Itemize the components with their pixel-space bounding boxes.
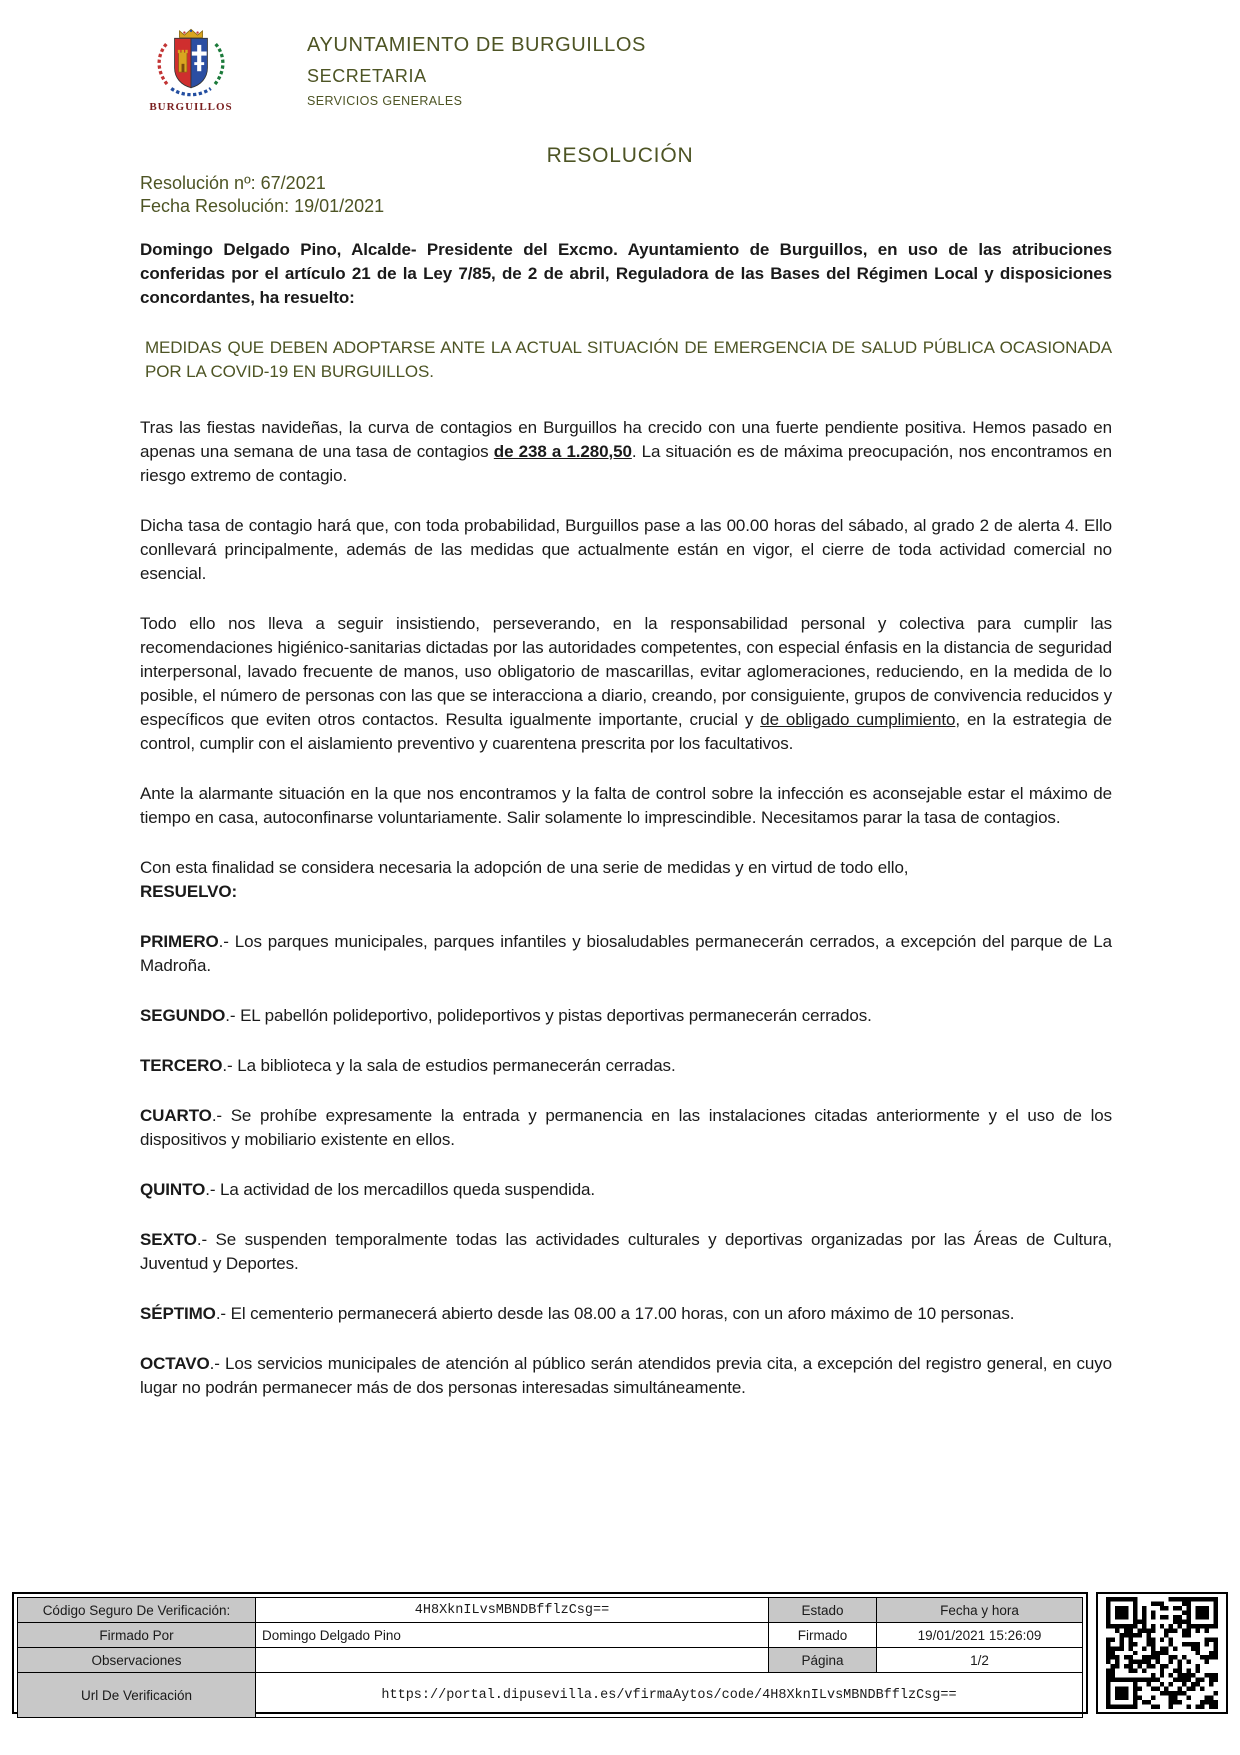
paragraph-octavo (140, 1352, 1112, 1400)
paragraph-grado-alerta (140, 514, 1112, 586)
text-segment: MEDIDAS QUE DEBEN ADOPTARSE ANTE LA ACTUAL SITUACIÓN DE EMERGENCIA DE SALUD PÚBLICA OCASIONADA POR LA COVID-19 EN BURGUILLOS. (145, 338, 1112, 381)
paragraph-segundo (140, 1004, 1112, 1028)
text-segment: Domingo Delgado Pino, Alcalde- Presidente del Excmo. Ayuntamiento de Burguillos, en uso de las atribuciones conferidas por el artículo 21 de la Ley 7/85, de 2 de abril, Reguladora de las Bases del Régimen Local y disposiciones concordantes, ha resuelto: (140, 240, 1112, 307)
paragraph-quinto (140, 1178, 1112, 1202)
csv-value: 4H8XknILvsMBNDBfflzCsg== (256, 1598, 769, 1623)
paragraph-autoconfinamiento (140, 782, 1112, 830)
verification-table-frame (12, 1592, 1088, 1714)
text-segment: Todo ello nos lleva a seguir insistiendo, perseverando, en la responsabilidad personal y colectiva para cumplir las recomendaciones higiénico-sanitarias dictadas por las autoridades competentes, con especial énfasis en la distancia de seguridad interpersonal, lavado frecuente de manos, uso obligatorio de mascarillas, evitar aglomeraciones, reduciendo, en la medida de lo posible, el número de personas con las que se interacciona a diario, creando, por consiguiente, grupos de convivencia reducidos y específicos que eviten otros contactos. Resulta igualmente importante, crucial y (140, 614, 1112, 729)
text-segment: Tras las fiestas navideñas, la curva de contagios en Burguillos ha crecido con una fuerte pendiente positiva. Hemos pasado en apenas una semana de una tasa de contagios (140, 418, 1112, 461)
pagina-value: 1/2 (877, 1648, 1083, 1673)
paragraph-tasa-contagios (140, 416, 1112, 488)
observations-value (256, 1648, 769, 1673)
resolution-number-value: 67/2021 (260, 173, 326, 193)
verification-table (17, 1597, 1083, 1718)
text-segment: Ante la alarmante situación en la que nos encontramos y la falta de control sobre la infección es aconsejable estar el máximo de tiempo en casa, autoconfinarse voluntariamente. Salir solamente lo imprescindible. Necesitamos parar la tasa de contagios. (140, 784, 1112, 827)
fecha-header: Fecha y hora (877, 1598, 1083, 1623)
org-dept: SECRETARIA (307, 66, 427, 86)
resolution-date (140, 195, 384, 218)
text-segment: .- La actividad de los mercadillos queda suspendida. (205, 1180, 596, 1199)
text-segment: TERCERO (140, 1056, 223, 1075)
paragraph-resuelvo (140, 856, 1112, 904)
text-segment: .- Se suspenden temporalmente todas las actividades culturales y deportivas organizadas por las Áreas de Cultura, Juventud y Deportes. (140, 1230, 1112, 1273)
page-title: RESOLUCIÓN (546, 144, 694, 167)
text-segment: SÉPTIMO (140, 1304, 216, 1323)
logo-caption: BURGUILLOS (149, 101, 233, 113)
text-segment: . La situación es de máxima preocupación, nos encontramos en riesgo extremo de contagio. (140, 442, 1112, 485)
paragraph-tercero (140, 1054, 1112, 1078)
qr-code-icon (1106, 1597, 1218, 1709)
text-segment: OCTAVO (140, 1354, 210, 1373)
text-segment: .- Los parques municipales, parques infantiles y biosaludables permanecerán cerrados, a excepción del parque de La Madroña. (140, 932, 1112, 975)
text-segment: Con esta finalidad se considera necesaria la adopción de una serie de medidas y en virtud de todo ello, (140, 858, 909, 877)
text-segment: CUARTO (140, 1106, 212, 1125)
text-segment: .- Se prohíbe expresamente la entrada y permanencia en las instalaciones citadas anteriormente y el uso de los dispositivos y mobiliario existente en ellos. (140, 1106, 1112, 1149)
csv-label: Código Seguro De Verificación: (18, 1598, 256, 1623)
text-segment: Dicha tasa de contagio hará que, con toda probabilidad, Burguillos pase a las 00.00 horas del sábado, al grado 2 de alerta 4. Ello conllevará principalmente, además de las medidas que actualmente están en vigor, el cierre de toda actividad comercial no esencial. (140, 516, 1112, 583)
text-segment: de 238 a 1.280,50 (493, 442, 632, 461)
paragraph-primero (140, 930, 1112, 978)
text-segment: RESUELVO: (140, 882, 238, 901)
org-unit: SERVICIOS GENERALES (307, 94, 463, 108)
estado-value: Firmado (769, 1623, 877, 1648)
signed-by-value: Domingo Delgado Pino (256, 1623, 769, 1648)
qr-code-box (1096, 1592, 1228, 1714)
resolution-number-label: Resolución nº: (140, 173, 256, 193)
text-segment: .- La biblioteca y la sala de estudios permanecerán cerradas. (222, 1056, 676, 1075)
text-segment: .- EL pabellón polideportivo, polideportivos y pistas deportivas permanecerán cerrados. (225, 1006, 872, 1025)
org-name: AYUNTAMIENTO DE BURGUILLOS (307, 34, 646, 56)
text-segment: .- Los servicios municipales de atención al público serán atendidos previa cita, a excepción del registro general, en cuyo lugar no podrán permanecer más de dos personas interesadas simultáneamente. (140, 1354, 1112, 1397)
estado-header: Estado (769, 1598, 877, 1623)
text-segment: SEXTO (140, 1230, 197, 1249)
resolution-number (140, 172, 384, 195)
fecha-value: 19/01/2021 15:26:09 (877, 1623, 1083, 1648)
text-segment: de obligado cumplimiento (760, 710, 956, 729)
resolution-meta (140, 172, 384, 218)
table-row (18, 1598, 1083, 1623)
burguillos-coat-of-arms-icon (136, 26, 246, 113)
text-segment: PRIMERO (140, 932, 219, 951)
paragraph-cuarto (140, 1104, 1112, 1152)
paragraph-septimo (140, 1302, 1112, 1326)
url-value: https://portal.dipusevilla.es/vfirmaAytos/code/4H8XknILvsMBNDBfflzCsg== (256, 1673, 1083, 1718)
resolution-date-label: Fecha Resolución: (140, 196, 290, 216)
url-label: Url De Verificación (18, 1673, 256, 1718)
header-org-block (307, 34, 646, 108)
table-row (18, 1673, 1083, 1718)
table-row (18, 1648, 1083, 1673)
text-segment: , en la estrategia de control, cumplir con el aislamiento preventivo y cuarentena prescrita por los facultativos. (140, 710, 1112, 753)
paragraph-recomendaciones (140, 612, 1112, 756)
signed-by-label: Firmado Por (18, 1623, 256, 1648)
paragraph-intro (140, 238, 1112, 310)
coat-of-arms-graphic (147, 26, 235, 100)
text-segment: SEGUNDO (140, 1006, 226, 1025)
paragraph-measures-heading (140, 336, 1112, 384)
observations-label: Observaciones (18, 1648, 256, 1673)
text-segment: .- El cementerio permanecerá abierto desde las 08.00 a 17.00 horas, con un aforo máximo de 10 personas. (215, 1304, 1015, 1323)
paragraph-sexto (140, 1228, 1112, 1276)
table-row (18, 1623, 1083, 1648)
document-body (140, 238, 1112, 1426)
text-segment: QUINTO (140, 1180, 206, 1199)
pagina-label: Página (769, 1648, 877, 1673)
resolution-date-value: 19/01/2021 (294, 196, 385, 216)
signature-footer (12, 1592, 1228, 1714)
